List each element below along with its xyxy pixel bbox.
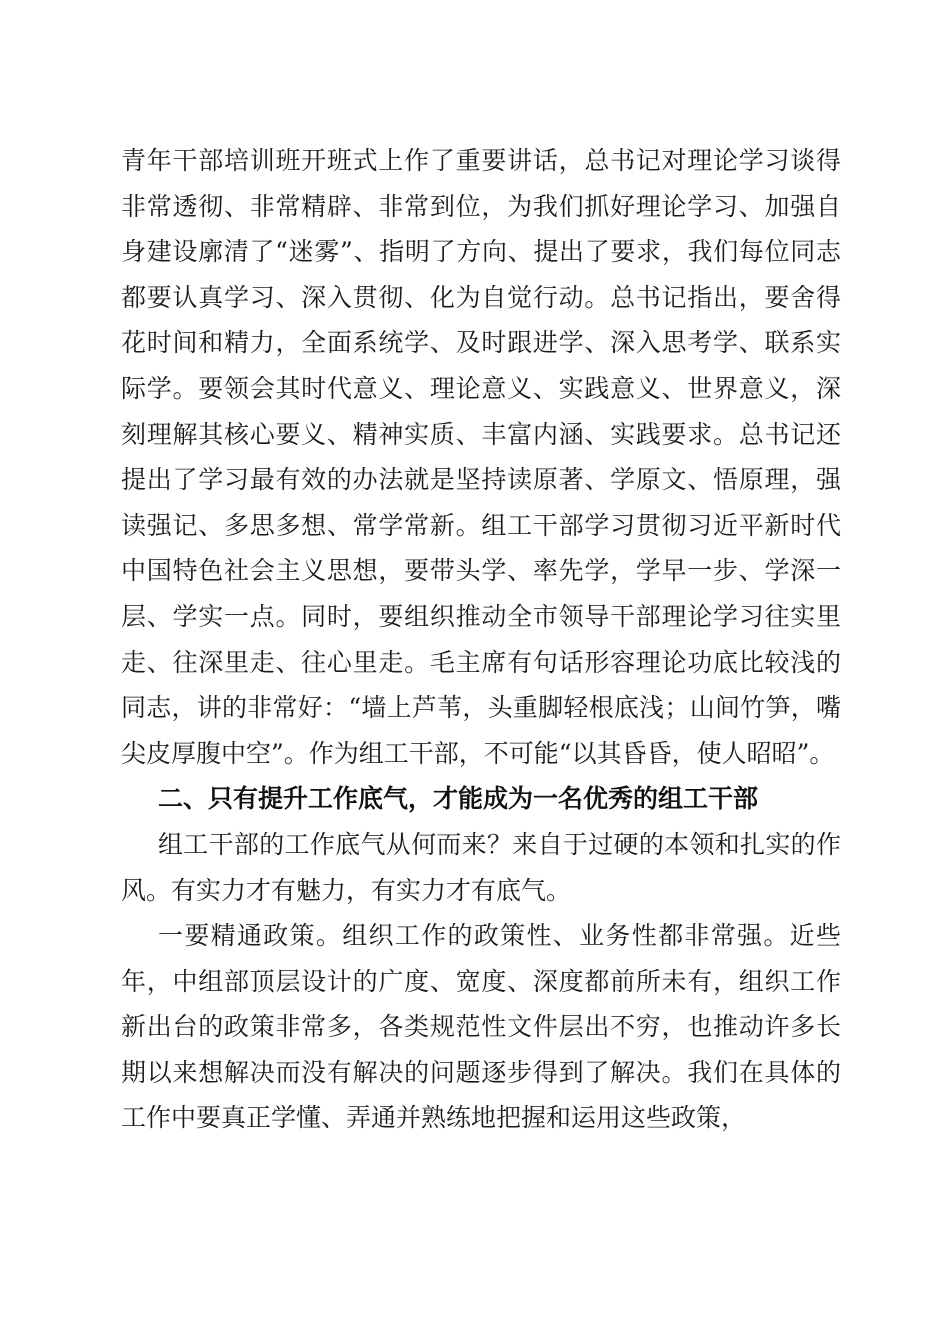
section-heading: 二、只有提升工作底气，才能成为一名优秀的组工干部 [158,784,759,814]
paragraph-theory-study: 青年干部培训班开班式上作了重要讲话，总书记对理论学习谈得非常透彻、非常精辟、非常到位，为我们抓好理论学习、加强自身建设廓清了“迷雾”、指明了方向、提出了要求，我们每位同志都要认真学习、深入贯彻、化为自觉行动。总书记指出，要舍得花时间和精力，全面系统学、及时跟进学、深入思考学、联系实际学。要领会其时代意义、理论意义、实践意义、世界意义，深刻理解其核心要义、精神实质、丰富内涵、实践要求。总书记还提出了学习最有效的办法就是坚持读原著、学原文、悟原理，强读强记、多思多想、常学常新。组工干部学习贯彻习近平新时代中国特色社会主义思想，要带头学、率先学，学早一步、学深一层、学实一点。同时，要组织推动全市领导干部理论学习往实里走、往深里走、往心里走。毛主席有句话形容理论功底比较浅的同志，讲的非常好：“墙上芦苇，头重脚轻根底浅；山间竹笋，嘴尖皮厚腹中空”。作为组工干部，不可能“以其昏昏，使人昭昭”。 [121,146,841,768]
document-body [121,138,841,1141]
paragraph-work-confidence: 组工干部的工作底气从何而来？来自于过硬的本领和扎实的作风。有实力才有魅力，有实力才有底气。 [121,829,841,905]
paragraph-master-policy: 一要精通政策。组织工作的政策性、业务性都非常强。近些年，中组部顶层设计的广度、宽度、深度都前所未有，组织工作新出台的政策非常多，各类规范性文件层出不穷，也推动许多长期以来想解决而没有解决的问题逐步得到了解决。我们在具体的工作中要真正学懂、弄通并熟练地把握和运用这些政策， [121,921,841,1133]
